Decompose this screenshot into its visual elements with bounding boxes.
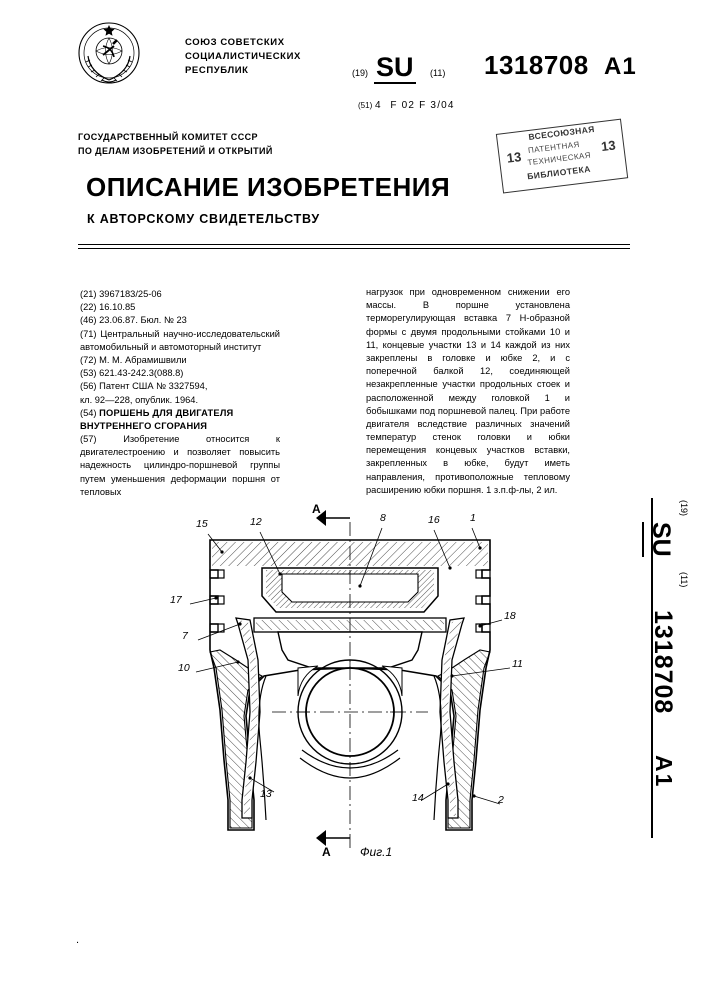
callout-17: 17 — [170, 594, 182, 606]
publication-date: 23.06.87. Бюл. № 23 — [99, 315, 187, 326]
callout-15: 15 — [196, 518, 208, 530]
application-number: 3967183/25-06 — [99, 289, 162, 299]
inid-56: (56) — [80, 381, 97, 392]
bottom-marker: . — [76, 934, 80, 946]
callout-1: 1 — [470, 512, 476, 524]
stamp-left-number: 13 — [505, 149, 523, 166]
abstract-right-text: нагрузок при одновременном снижении его массы. В поршне установлена терморегулирующая вставка 7 Н-образной формы с двумя продольными стойками 10 и 11, концевые участки 13 и 14 каждой из них закреплены в головке и юбке 2, и с поперечной балкой 12, соединяющей незакрепленные участки продольных стоек и расположенной между головкой 1 и бобышками под поршневой палец. При работе двигателя вследствие различных значений температур стенок головки и юбки перемещения концевых участков вставки, закрепленных в юбке, будут иметь направления, противоположные тепловому расширению юбки поршня. 1 з.п.ф-лы, 2 ил. — [366, 287, 570, 495]
spine-inid-11: (11) — [679, 572, 689, 588]
ipc-code: F 02 F 3/04 — [390, 100, 455, 111]
reference-2: кл. 92—228, опублик. 1964. — [80, 394, 199, 405]
application-date-line — [80, 301, 280, 314]
reference-1: Патент США № 3327594, — [99, 381, 208, 392]
references-line-2 — [80, 394, 280, 407]
applicant-line — [80, 328, 280, 354]
kind-code: A1 — [604, 53, 637, 80]
inventor-name: М. М. Абрамишвили — [99, 354, 187, 365]
inid-71: (71) — [80, 328, 97, 339]
invention-title-line-1 — [80, 407, 280, 420]
callout-2: 2 — [498, 794, 504, 806]
inventor-line — [80, 354, 280, 367]
section-mark-bottom: A — [322, 845, 331, 859]
inid-code-11: (11) — [430, 68, 446, 78]
abstract-left-text: Изобретение относится к двигателестроению и позволяет повысить надежность цилиндро-поршневой группы путем уменьшения деформации поршня от тепловых — [80, 434, 280, 497]
figure-caption: Фиг.1 — [360, 845, 393, 859]
abstract-left — [80, 433, 280, 499]
references-line-1 — [80, 380, 280, 393]
udc-value: 621.43-242.3(088.8) — [99, 368, 184, 379]
abstract-column — [366, 286, 570, 497]
committee-line-2: ПО ДЕЛАМ ИЗОБРЕТЕНИЙ И ОТКРЫТИЙ — [78, 146, 273, 157]
inid-54: (54) — [80, 407, 97, 418]
application-number-line — [80, 288, 280, 301]
callout-10: 10 — [178, 662, 190, 674]
country-code: SU — [376, 52, 414, 82]
stamp-line-3: ТЕХНИЧЕСКАЯ — [527, 150, 592, 168]
patent-identifier-block — [352, 48, 642, 82]
piston-cross-section — [150, 500, 550, 880]
stamp-right-number: 13 — [600, 137, 617, 155]
spine-identifier-block — [639, 500, 691, 830]
committee-name — [78, 130, 338, 159]
publication-date-line — [80, 314, 280, 327]
stamp-line-2: ПАТЕНТНАЯ — [527, 139, 581, 156]
application-date: 16.10.85 — [99, 302, 136, 313]
inid-57: (57) — [80, 434, 97, 445]
inid-code-19: (19) — [352, 68, 369, 78]
page-subtitle: К АВТОРСКОМУ СВИДЕТЕЛЬСТВУ — [87, 212, 320, 226]
figure-1-drawing — [150, 500, 550, 880]
invention-title-part-2: ВНУТРЕННЕГО СГОРАНИЯ — [80, 420, 208, 431]
committee-line-1: ГОСУДАРСТВЕННЫЙ КОМИТЕТ СССР — [78, 132, 258, 142]
stamp-line-1: ВСЕСОЮЗНАЯ — [527, 123, 596, 142]
callout-7: 7 — [182, 630, 188, 642]
section-mark-top: A — [312, 502, 321, 516]
ipc-edition: 4 — [375, 100, 381, 111]
organization-line-3: РЕСПУБЛИК — [185, 64, 249, 76]
inid-72: (72) — [80, 354, 97, 365]
callout-16: 16 — [428, 514, 440, 526]
udc-line — [80, 367, 280, 380]
spine-kind-code: A1 — [651, 755, 677, 789]
inid-53: (53) — [80, 368, 97, 379]
stamp-line-4: БИБЛИОТЕКА — [526, 163, 592, 182]
inid-22: (22) — [80, 302, 97, 313]
inid-21: (21) — [80, 289, 97, 299]
callout-8: 8 — [380, 512, 386, 524]
invention-title-part-1: ПОРШЕНЬ ДЛЯ ДВИГАТЕЛЯ — [99, 407, 234, 418]
callout-12: 12 — [250, 516, 262, 528]
ussr-emblem-icon — [78, 22, 140, 84]
callout-14: 14 — [412, 792, 424, 804]
organization-line-1: СОЮЗ СОВЕТСКИХ — [185, 37, 285, 48]
organization-line-2: СОЦИАЛИСТИЧЕСКИХ — [185, 50, 301, 62]
callout-18: 18 — [504, 610, 516, 622]
header-divider — [78, 244, 630, 249]
ipc-classification — [358, 100, 455, 111]
page-title: ОПИСАНИЕ ИЗОБРЕТЕНИЯ — [86, 172, 451, 202]
inid-46: (46) — [80, 315, 97, 326]
callout-13: 13 — [260, 788, 272, 800]
spine-inid-19: (19) — [679, 500, 689, 517]
bibliography-column — [80, 288, 280, 499]
inid-code-51: (51) — [358, 101, 373, 110]
library-stamp — [496, 119, 630, 210]
spine-patent-number: 1318708 — [649, 610, 677, 715]
applicant-name: Центральный научно-исследовательский автомобильный и автомоторный институт — [80, 328, 280, 352]
callout-11: 11 — [512, 658, 523, 670]
organization-name — [185, 36, 345, 77]
patent-number: 1318708 — [484, 50, 589, 80]
spine-country-code: SU — [642, 522, 675, 557]
